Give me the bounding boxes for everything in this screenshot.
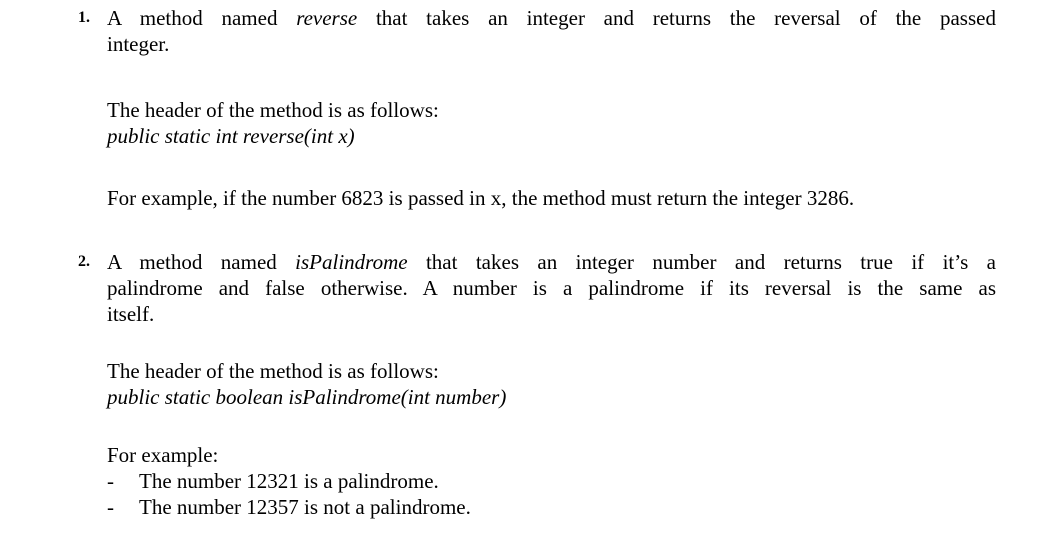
method-name: reverse xyxy=(296,6,358,30)
method-signature xyxy=(107,384,506,410)
method-name: isPalindrome xyxy=(295,250,408,274)
item-description-line: integer. xyxy=(107,32,170,56)
description-text: that takes an integer number and returns true if it’s a xyxy=(407,250,996,274)
item-description-line: palindrome and false otherwise. A number is a palindrome if its reversal is the same as xyxy=(107,276,996,300)
item-number: 2. xyxy=(78,253,90,270)
method-signature-text: public static int reverse(int x) xyxy=(107,124,355,148)
bullet-text: The number 12357 is not a palindrome. xyxy=(139,495,471,519)
example-intro: For example: xyxy=(107,443,219,467)
description-text: A method named xyxy=(107,250,296,274)
header-intro: The header of the method is as follows: xyxy=(107,359,439,383)
dash-marker: - xyxy=(107,469,114,493)
bullet-text: The number 12321 is a palindrome. xyxy=(139,469,439,493)
item-description-line xyxy=(107,249,996,275)
method-signature-text: public static boolean isPalindrome(int number) xyxy=(107,385,507,409)
example-text: For example, if the number 6823 is passed in x, the method must return the integer 3286. xyxy=(107,186,855,210)
dash-marker: - xyxy=(107,495,114,519)
description-text: that takes an integer and returns the reversal of the passed xyxy=(357,6,996,30)
item-number: 1. xyxy=(78,9,90,26)
item-description-line: itself. xyxy=(107,302,155,326)
item-description-line xyxy=(107,5,996,31)
header-intro: The header of the method is as follows: xyxy=(107,98,439,122)
method-signature xyxy=(107,123,355,149)
description-text: A method named xyxy=(107,6,297,30)
